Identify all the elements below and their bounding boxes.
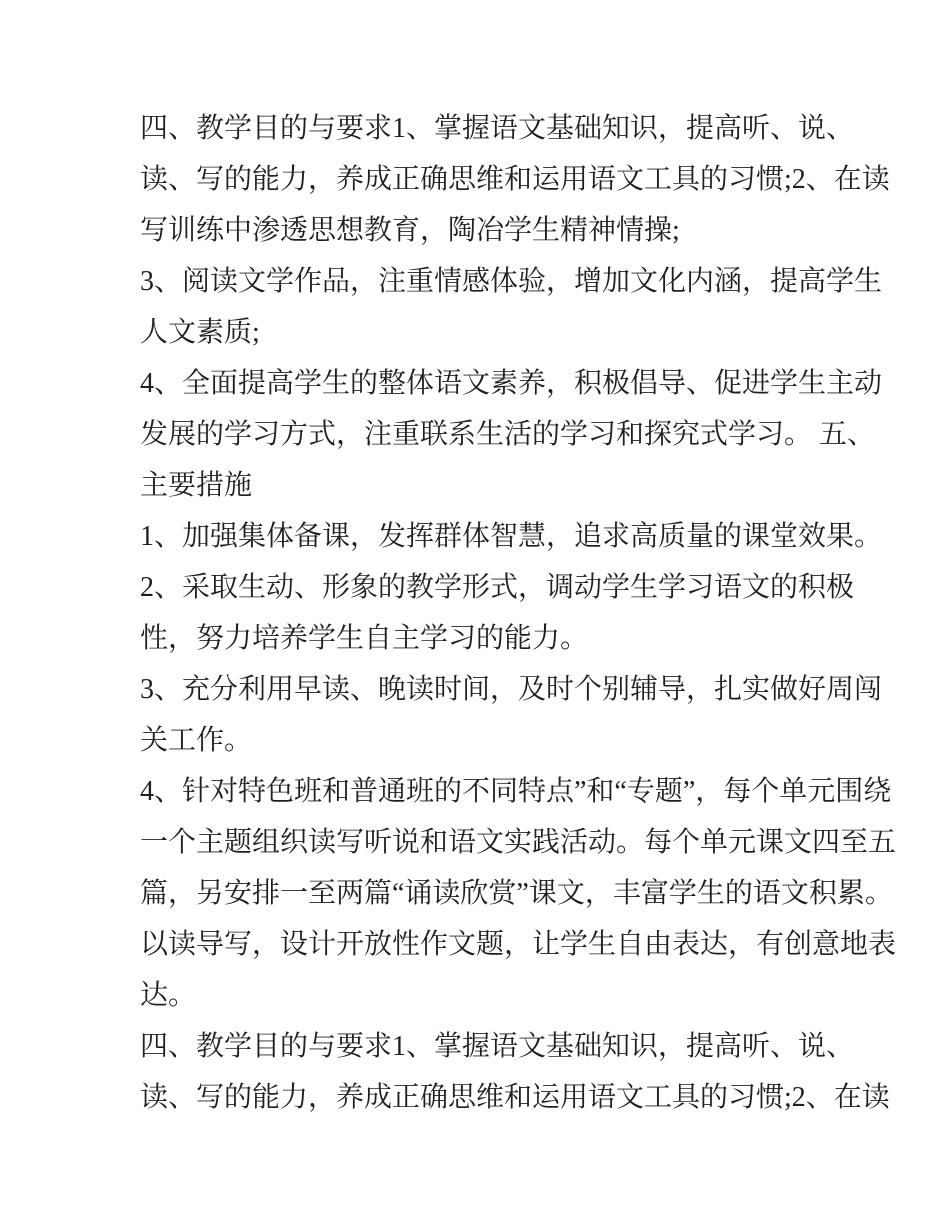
text-line: 关工作。: [140, 725, 253, 756]
text-line: 读、写的能力，养成正确思维和运用语文工具的习惯;2、在读: [140, 164, 890, 195]
text-line: 达。: [140, 980, 197, 1011]
text-line: 性，努力培养学生自主学习的能力。: [140, 623, 589, 654]
text-line: 4、全面提高学生的整体语文素养，积极倡导、促进学生主动: [140, 368, 883, 399]
text-line: 以读导写，设计开放性作文题，让学生自由表达，有创意地表: [140, 929, 897, 960]
text-line: 读、写的能力，养成正确思维和运用语文工具的习惯;2、在读: [140, 1082, 890, 1113]
text-line: 发展的学习方式，注重联系生活的学习和探究式学习。 五、: [140, 419, 876, 450]
text-line: 2、采取生动、形象的教学形式，调动学生学习语文的积极: [140, 572, 855, 603]
text-line: 人文素质;: [140, 317, 260, 348]
text-line: 篇，另安排一至两篇“诵读欣赏”课文，丰富学生的语文积累。: [140, 878, 893, 909]
text-line: 四、教学目的与要求1、掌握语文基础知识，提高听、说、: [140, 1031, 855, 1062]
text-line: 写训练中渗透思想教育，陶冶学生精神情操;: [140, 215, 680, 246]
text-line: 3、阅读文学作品，注重情感体验，增加文化内涵，提高学生: [140, 266, 883, 297]
text-line: 一个主题组织读写听说和语文实践活动。每个单元课文四至五: [140, 827, 897, 858]
text-line: 主要措施: [140, 470, 253, 501]
text-line: 4、针对特色班和普通班的不同特点”和“专题”，每个单元围绕: [140, 776, 892, 807]
text-line: 3、充分利用早读、晚读时间，及时个别辅导，扎实做好周闯: [140, 674, 883, 705]
text-line: 1、加强集体备课，发挥群体智慧，追求高质量的课堂效果。: [140, 521, 883, 552]
text-line: 四、教学目的与要求1、掌握语文基础知识，提高听、说、: [140, 113, 855, 144]
